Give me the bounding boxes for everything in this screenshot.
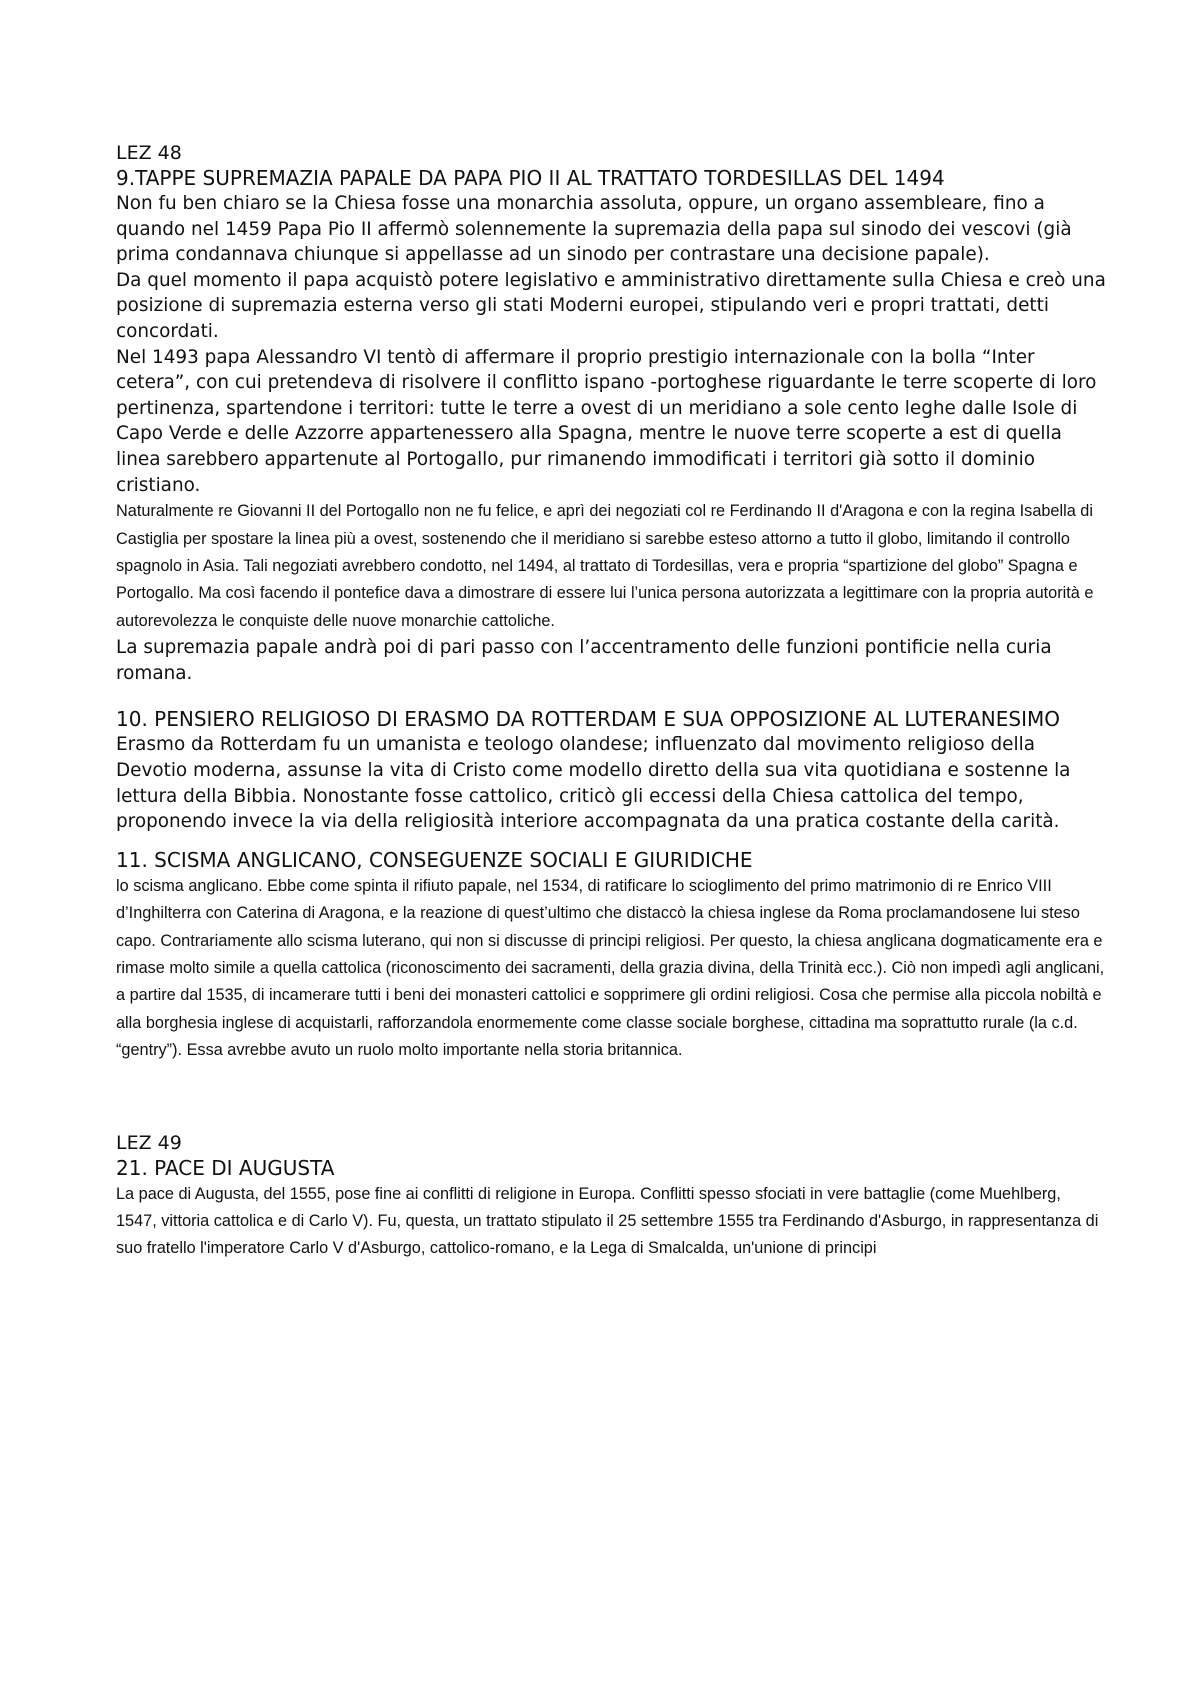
lesson-label-49: LEZ 49 <box>116 1131 182 1154</box>
section-heading-11: 11. SCISMA ANGLICANO, CONSEGUENZE SOCIALI E GIURIDICHE <box>116 847 753 872</box>
paragraph: Naturalmente re Giovanni II del Portogallo non ne fu felice, e aprì dei negoziati col re Ferdinando II d'Aragona e con la regina Isabella di Castiglia per spostare la linea più a ovest, sostenendo che il meridiano si sarebbe esteso attorno a tutto il globo, limitando il controllo spagnolo in Asia. Tali negoziati avrebbero condotto, nel 1494, al trattato di Tordesillas, vera e propria “spartizione del globo” Spagna e Portogallo. Ma così facendo il pontefice dava a dimostrare di essere lui l’unica persona autorizzata a legittimare con la propria autorità e autorevolezza le conquiste delle nuove monarchie cattoliche. <box>116 502 1094 630</box>
section-heading-9: 9.TAPPE SUPREMAZIA PAPALE DA PAPA PIO II AL TRATTATO TORDESILLAS DEL 1494 <box>116 166 945 190</box>
lesson-label-48: LEZ 48 <box>116 142 182 164</box>
spacer <box>116 686 1106 706</box>
section-heading-10: 10. PENSIERO RELIGIOSO DI ERASMO DA ROTTERDAM E SUA OPPOSIZIONE AL LUTERANESIMO <box>116 707 1060 732</box>
paragraph: La supremazia papale andrà poi di pari passo con l’accentramento delle funzioni pontificie nella curia romana. <box>116 637 1052 684</box>
paragraph: Non fu ben chiaro se la Chiesa fosse una monarchia assoluta, oppure, un organo assembleare, fino a quando nel 1459 Papa Pio II affermò solennemente la supremazia della papa sul sinodo dei vescovi (già prima condannava chiunque si appellasse ad un sinodo per contrastare una decisione papale). <box>116 193 1072 266</box>
paragraph: Nel 1493 papa Alessandro VI tentò di affermare il proprio prestigio internazionale con la bolla “Inter cetera”, con cui pretendeva di risolvere il conflitto ispano -portoghese riguardante le terre scoperte di loro pertinenza, spartendone i territori: tutte le terre a ovest di un meridiano a sole cento leghe dalle Isole di Capo Verde e delle Azzorre appartenessero alla Spagna, mentre le nuove terre scoperte a est di quella linea sarebbero appartenute al Portogallo, pur rimanendo immodificati i territori già sotto il dominio cristiano. <box>116 346 1097 496</box>
paragraph: La pace di Augusta, del 1555, pose fine ai conflitti di religione in Europa. Conflitti spesso sfociati in vere battaglie (come Muehlberg, 1547, vittoria cattolica e di Carlo V). Fu, questa, un trattato stipulato il 25 settembre 1555 tra Ferdinando d'Asburgo, in rappresentanza di suo fratello l'imperatore Carlo V d'Asburgo, cattolico-romano, e la Lega di Smalcalda, un'unione di principi <box>116 1184 1099 1258</box>
spacer <box>116 1065 1106 1131</box>
document-page <box>116 141 1106 1263</box>
paragraph: Erasmo da Rotterdam fu un umanista e teologo olandese; influenzato dal movimento religioso della Devotio moderna, assunse la vita di Cristo come modello diretto della sua vita quotidiana e sostenne la lettura della Bibbia. Nonostante fosse cattolico, criticò gli eccessi della Chiesa cattolica del tempo, proponendo invece la via della religiosità interiore accompagnata da una pratica costante della carità. <box>116 734 1071 833</box>
section-heading-21: 21. PACE DI AUGUSTA <box>116 1155 335 1180</box>
spacer <box>116 835 1106 847</box>
paragraph: lo scisma anglicano. Ebbe come spinta il rifiuto papale, nel 1534, di ratificare lo scioglimento del primo matrimonio di re Enrico VIII d’Inghilterra con Caterina di Aragona, e la reazione di quest’ultimo che distaccò la chiesa inglese da Roma proclamandosene lui steso capo. Contrariamente allo scisma luterano, qui non si discusse di principi religiosi. Per questo, la chiesa anglicana dogmaticamente era e rimase molto simile a quella cattolica (riconoscimento dei sacramenti, della grazia divina, della Trinità ecc.). Ciò non impedì agli anglicani, a partire dal 1535, di incamerare tutti i beni dei monasteri cattolici e sopprimere gli ordini religiosi. Cosa che permise alla piccola nobiltà e alla borghesia inglese di acquistarli, rafforzandola enormemente come classe sociale borghese, cittadina ma soprattutto rurale (la c.d. “gentry”). Essa avrebbe avuto un ruolo molto importante nella storia britannica. <box>116 876 1105 1060</box>
paragraph: Da quel momento il papa acquistò potere legislativo e amministrativo direttamente sulla Chiesa e creò una posizione di supremazia esterna verso gli stati Moderni europei, stipulando veri e propri trattati, detti concordati. <box>116 269 1106 342</box>
